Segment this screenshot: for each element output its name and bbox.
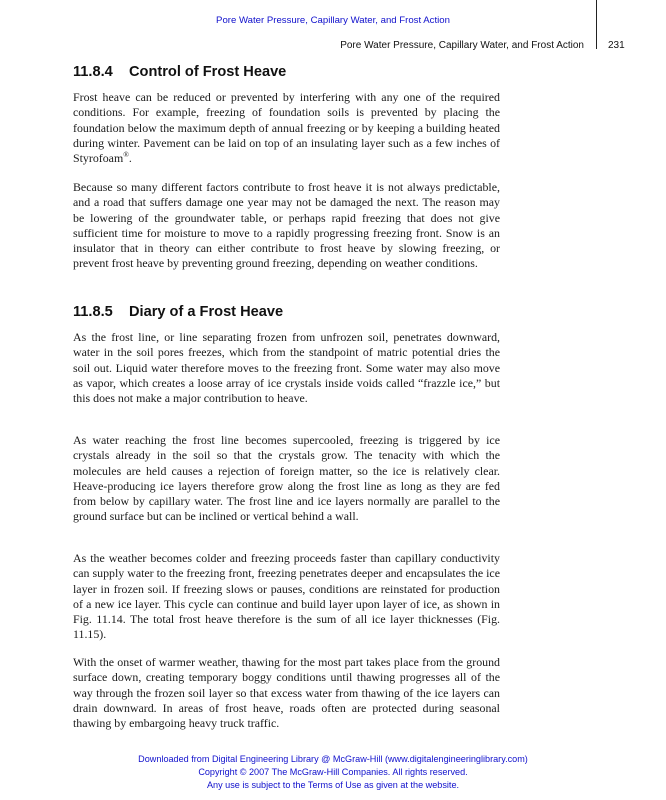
page-number: 231 (608, 40, 625, 51)
section-number: 11.8.5 (73, 304, 113, 320)
registered-mark: ® (123, 150, 129, 160)
paragraph: As water reaching the frost line becomes supercooled, freezing is triggered by ice crystals already in the soil so that the crystals grow. The tenacity with which the molecules are held causes a rejection of foreign matter, so the ice is relatively clear. Heave-producing ice layers therefore grow along the frost line as long as they are fed from below by capillary water. The frost line and ice layers normally are parallel to the ground surface but can be inclined or vertical behind a wall. (73, 433, 500, 524)
top-banner: Pore Water Pressure, Capillary Water, and Frost Action (216, 15, 450, 26)
section-title: Control of Frost Heave (129, 64, 287, 80)
section-title: Diary of a Frost Heave (129, 304, 284, 320)
section-heading-11-8-5 (73, 304, 283, 320)
paragraph-end: . (128, 151, 132, 166)
paragraph (73, 90, 500, 166)
header-divider (596, 0, 597, 49)
paragraph: Because so many different factors contribute to frost heave it is not always predictable, and a road that suffers damage one year may not be damaged the next. The reason may be lowering of the groundwater table, or perhaps rapid freezing that does not give sufficient time for moisture to move to a rapidly progressing freezing front. Snow is an insulator that in theory can either contribute to frost heave by slowing freezing, or prevent frost heave by preventing ground freezing, depending on weather conditions. (73, 180, 500, 271)
paragraph: As the frost line, or line separating frozen from unfrozen soil, penetrates downward, water in the soil pores freezes, which from the standpoint of matric potential dries the soil out. Liquid water therefore moves to the freezing front. Some water may also move as vapor, which creates a loose array of ice crystals inside voids called “frazzle ice,” but this does not make a major contribution to heave. (73, 330, 500, 406)
footer-download-line: Downloaded from Digital Engineering Library @ McGraw-Hill (www.digitalengineeringlibrary.com) (138, 754, 528, 764)
section-number: 11.8.4 (73, 64, 113, 80)
footer-terms-line: Any use is subject to the Terms of Use as given at the website. (206, 780, 460, 790)
footer-copyright-line: Copyright © 2007 The McGraw-Hill Companies. All rights reserved. (198, 767, 468, 777)
section-heading-11-8-4 (73, 64, 286, 80)
paragraph: With the onset of warmer weather, thawing for the most part takes place from the ground surface down, creating temporary boggy conditions until thawing progresses all of the way through the frozen soil layer so that excess water from thawing of the ice layers can drain downward. In areas of frost heave, roads often are protected during seasonal thawing by embargoing heavy truck traffic. (73, 655, 500, 731)
paragraph: As the weather becomes colder and freezing proceeds faster than capillary conductivity can supply water to the freezing front, freezing penetrates deeper and encapsulates the ice layer in frozen soil. If freezing slows or pauses, conditions are reinstated for production of a new ice layer. This cycle can continue and build layer upon layer of ice, as shown in Fig. 11.14. The total frost heave therefore is the sum of all ice layer thicknesses (Fig. 11.15). (73, 551, 500, 642)
paragraph-text: Frost heave can be reduced or prevented by interfering with any one of the required conditions. For example, freezing of foundation soils is prevented by placing the foundation below the maximum depth of annual freezing or by keeping a building heated during winter. Pavement can be laid on top of an insulating layer such as a few inches of Styrofoam (73, 90, 500, 166)
running-head-title: Pore Water Pressure, Capillary Water, and Frost Action (340, 40, 584, 51)
